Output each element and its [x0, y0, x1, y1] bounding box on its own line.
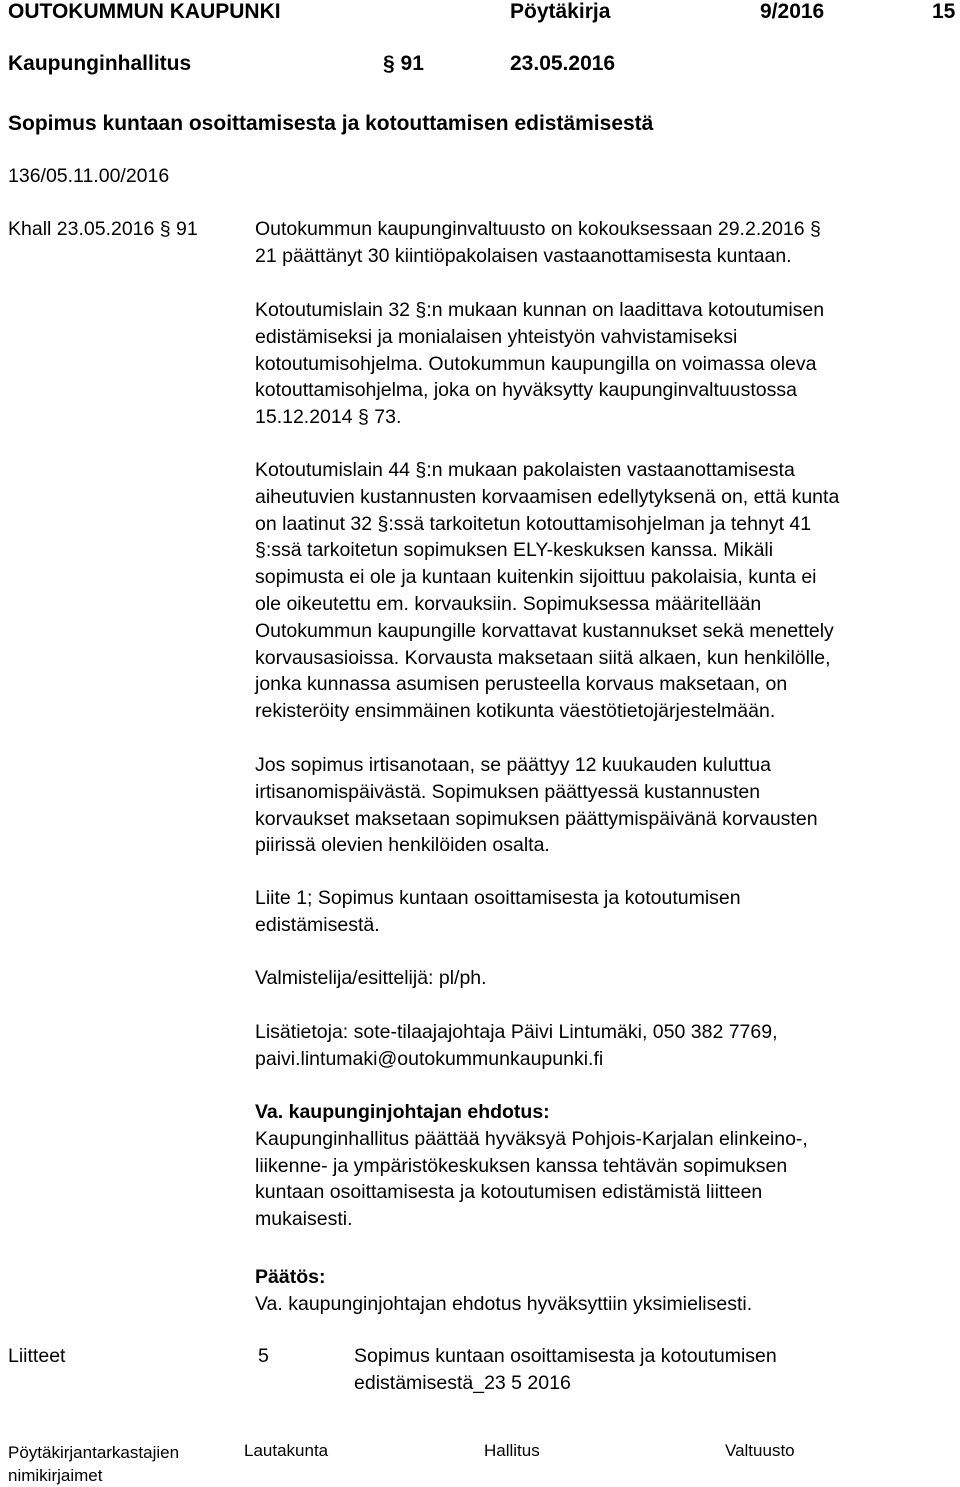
org-name: OUTOKUMMUN KAUPUNKI — [8, 0, 281, 23]
decision-text: Va. kaupunginjohtajan ehdotus hyväksyttiin yksimielisesti. — [255, 1292, 753, 1315]
text-line: Kotoutumislain 32 §:n mukaan kunnan on laadittava kotoutumisen — [255, 299, 825, 321]
section-number: § 91 — [383, 52, 424, 75]
text-line: 21 päättänyt 30 kiintiöpakolaisen vastaanottamisesta kuntaan. — [255, 244, 792, 267]
paragraph-irtisanominen — [255, 752, 955, 859]
text-line: Liite 1; Sopimus kuntaan osoittamisesta ja kotoutumisen — [255, 887, 741, 909]
page-title: Sopimus kuntaan osoittamisesta ja kotouttamisen edistämisestä — [8, 112, 654, 135]
text-line: Valmistelija/esittelijä: pl/ph. — [255, 967, 487, 989]
paragraph-korvaukset — [255, 457, 955, 725]
attachment-title — [354, 1343, 777, 1397]
meeting-date: 23.05.2016 — [510, 52, 616, 75]
paragraph-valmistelija — [255, 965, 955, 992]
text-line: mukaisesti. — [255, 1208, 353, 1231]
text-line: edistämisestä. — [255, 913, 380, 936]
footer-hallitus: Hallitus — [484, 1441, 540, 1460]
history-text — [255, 216, 955, 270]
text-line: korvausasioissa. Korvausta maksetaan siitä alkaen, kun henkilölle, — [255, 646, 831, 669]
text-line: edistämisestä_23 5 2016 — [354, 1371, 571, 1394]
attachments-label: Liitteet — [8, 1345, 66, 1367]
text-line: kotoutumisohjelma. Outokummun kaupungilla on voimassa oleva — [255, 352, 817, 375]
text-line: sopimusta ei ole ja kuntaan kuitenkin sijoittuu pakolaisia, kunta ei — [255, 566, 817, 589]
text-line: rekisteröity ensimmäinen kotikunta väestötietojärjestelmään. — [255, 700, 776, 723]
text-line: korvaukset maksetaan sopimuksen päättymispäivänä korvausten — [255, 807, 818, 830]
paragraph-kotoutumisohjelma — [255, 297, 955, 431]
text-line: Outokummun kaupunginvaltuusto on kokouksessaan 29.2.2016 § — [255, 218, 821, 240]
attachment-number: 5 — [258, 1345, 269, 1367]
body-name: Kaupunginhallitus — [8, 52, 192, 75]
text-line: piirissä olevien henkilöiden osalta. — [255, 834, 550, 857]
text-line: Kaupunginhallitus päättää hyväksyä Pohjois-Karjalan elinkeino-, — [255, 1127, 808, 1150]
text-line: Jos sopimus irtisanotaan, se päättyy 12 kuukauden kuluttua — [255, 754, 771, 776]
doc-number: 9/2016 — [760, 0, 825, 23]
footer-valtuusto: Valtuusto — [725, 1441, 795, 1460]
footer-lautakunta: Lautakunta — [244, 1441, 329, 1460]
text-line: aiheutuvien kustannusten korvaamisen edellytyksenä on, että kunta — [255, 485, 840, 508]
decision-heading: Päätös: — [255, 1266, 326, 1288]
text-line: 15.12.2014 § 73. — [255, 406, 402, 429]
text-line: irtisanomispäivästä. Sopimuksen päättyessä kustannusten — [255, 780, 761, 803]
text-line: kotouttamisohjelma, joka on hyväksytty kaupunginvaltuustossa — [255, 379, 797, 402]
footer-initials-line: nimikirjaimet — [8, 1466, 103, 1485]
text-line: liikenne- ja ympäristökeskuksen kanssa tehtävän sopimuksen — [255, 1154, 788, 1177]
text-line: paivi.lintumaki@outokummunkaupunki.fi — [255, 1047, 604, 1070]
footer-initials — [8, 1441, 179, 1487]
text-line: Outokummun kaupungille korvattavat kustannukset sekä menettely — [255, 619, 834, 642]
text-line: kuntaan osoittamisesta ja kotoutumisen edistämistä liitteen — [255, 1181, 763, 1204]
paragraph-lisatietoja — [255, 1019, 955, 1073]
text-line: edistämiseksi ja monialaisen yhteistyön vahvistamiseksi — [255, 325, 738, 348]
proposal-heading: Va. kaupunginjohtajan ehdotus: — [255, 1101, 550, 1123]
text-line: Kotoutumislain 44 §:n mukaan pakolaisten vastaanottamisesta — [255, 459, 795, 481]
history-ref: Khall 23.05.2016 § 91 — [8, 218, 198, 240]
text-line: Lisätietoja: sote-tilaajajohtaja Päivi Lintumäki, 050 382 7769, — [255, 1021, 778, 1043]
text-line: §:ssä tarkoitetun sopimuksen ELY-keskuksen kanssa. Mikäli — [255, 539, 774, 562]
text-line: on laatinut 32 §:ssä tarkoitetun kotouttamisohjelman ja tehnyt 41 — [255, 512, 812, 535]
footer-initials-line: Pöytäkirjantarkastajien — [8, 1443, 180, 1462]
proposal-section — [255, 1099, 955, 1233]
decision-section — [255, 1264, 955, 1318]
paragraph-liite — [255, 885, 955, 939]
text-line: jonka kunnassa asumisen perusteella korvaus maksetaan, on — [255, 673, 788, 696]
page-number: 15 — [932, 0, 956, 23]
doc-type: Pöytäkirja — [510, 0, 611, 23]
text-line: ole oikeutettu em. korvauksiin. Sopimuksessa määritellään — [255, 592, 762, 615]
text-line: Sopimus kuntaan osoittamisesta ja kotoutumisen — [354, 1345, 777, 1367]
record-number: 136/05.11.00/2016 — [8, 165, 170, 187]
